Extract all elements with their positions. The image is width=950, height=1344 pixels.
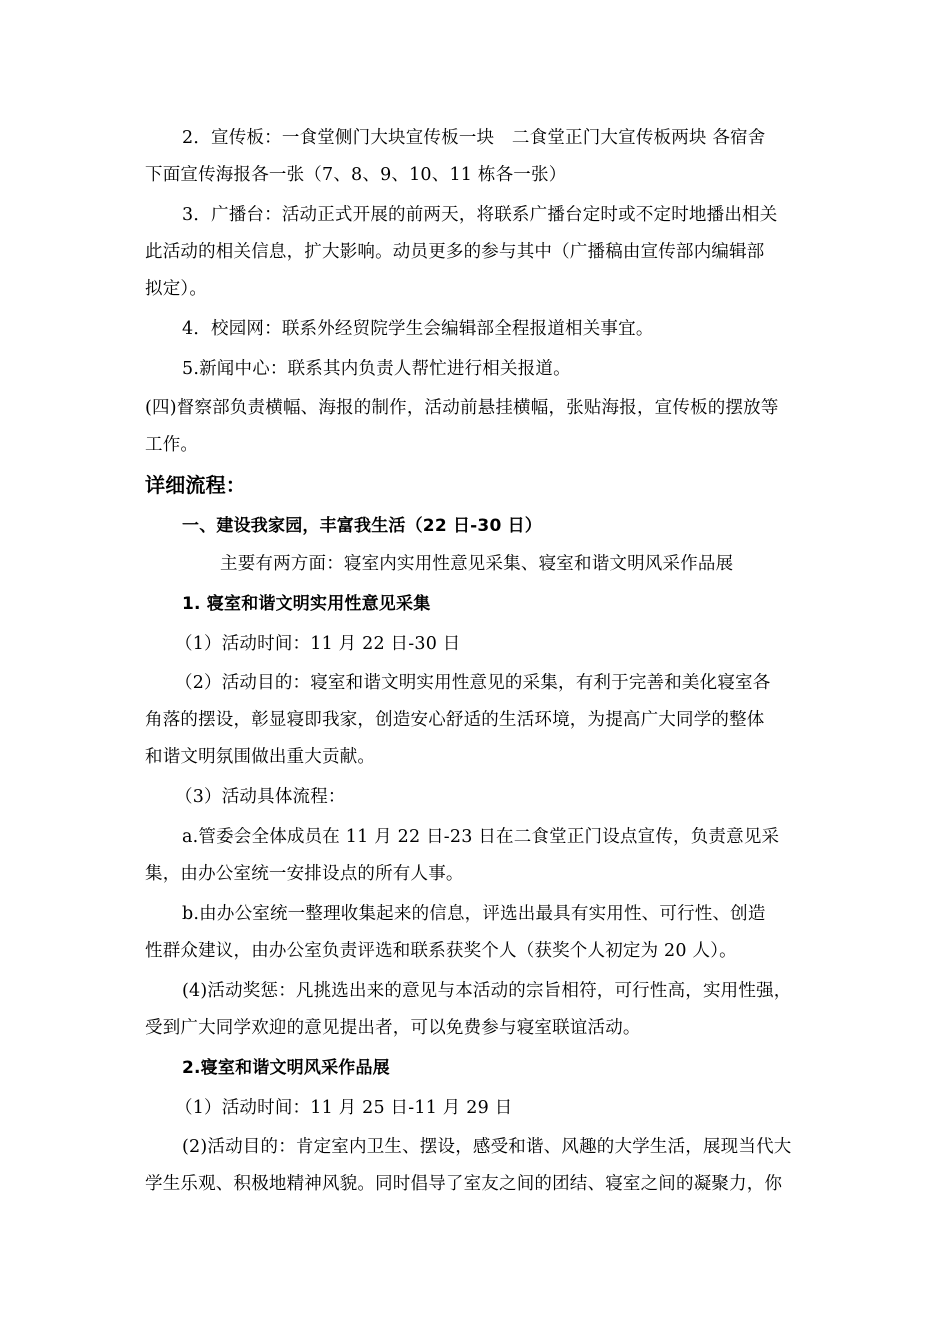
- text-line: 和谐文明氛围做出重大贡献。: [145, 747, 376, 767]
- text-line: 5.新闻中心：联系其内负责人帮忙进行相关报道。: [182, 359, 571, 379]
- text-line: 下面宣传海报各一张（7、8、9、10、11 栋各一张）: [145, 165, 567, 185]
- text-line: （3）活动具体流程：: [175, 787, 346, 807]
- item-heading: 2.寝室和谐文明风采作品展: [182, 1058, 390, 1078]
- text-line: (2)活动目的：肯定室内卫生、摆设，感受和谐、风趣的大学生活，展现当代大: [182, 1137, 792, 1157]
- text-line: b.由办公室统一整理收集起来的信息，评选出最具有实用性、可行性、创造: [182, 904, 766, 924]
- text-line: （1）活动时间：11 月 22 日-30 日: [175, 634, 461, 654]
- text-line: 受到广大同学欢迎的意见提出者，可以免费参与寝室联谊活动。: [145, 1018, 641, 1038]
- section-heading: 详细流程：: [145, 473, 246, 497]
- text-line: 主要有两方面：寝室内实用性意见采集、寝室和谐文明风采作品展: [220, 554, 734, 574]
- text-line: a.管委会全体成员在 11 月 22 日-23 日在二食堂正门设点宣传，负责意见采: [182, 827, 780, 847]
- text-line: (4)活动奖惩：凡挑选出来的意见与本活动的宗旨相符，可行性高，实用性强，: [182, 981, 792, 1001]
- text-line: 集，由办公室统一安排设点的所有人事。: [145, 864, 464, 884]
- text-line: 拟定）。: [145, 279, 208, 299]
- text-line: （1）活动时间：11 月 25 日-11 月 29 日: [175, 1098, 513, 1118]
- text-line: 角落的摆设，彰显寝即我家，创造安心舒适的生活环境，为提高广大同学的整体: [145, 710, 765, 730]
- text-line: 学生乐观、积极地精神风貌。同时倡导了室友之间的团结、寝室之间的凝聚力，你: [145, 1174, 783, 1194]
- text-line: 工作。: [145, 435, 199, 455]
- text-line: 2．宣传板：一食堂侧门大块宣传板一块 二食堂正门大宣传板两块 各宿舍: [182, 128, 766, 148]
- text-line: 4．校园网：联系外经贸院学生会编辑部全程报道相关事宜。: [182, 319, 654, 339]
- subsection-heading: 一、建设我家园，丰富我生活（22 日-30 日）: [182, 516, 543, 536]
- item-heading: 1. 寝室和谐文明实用性意见采集: [182, 594, 431, 614]
- text-line: 3．广播台：活动正式开展的前两天，将联系广播台定时或不定时地播出相关: [182, 205, 778, 225]
- text-line: 性群众建议，由办公室负责评选和联系获奖个人（获奖个人初定为 20 人）。: [145, 941, 737, 961]
- text-line: （2）活动目的：寝室和谐文明实用性意见的采集，有利于完善和美化寝室各: [175, 673, 771, 693]
- text-line: (四)督察部负责横幅、海报的制作，活动前悬挂横幅，张贴海报，宣传板的摆放等: [145, 398, 779, 418]
- text-line: 此活动的相关信息，扩大影响。动员更多的参与其中（广播稿由宣传部内编辑部: [145, 242, 765, 262]
